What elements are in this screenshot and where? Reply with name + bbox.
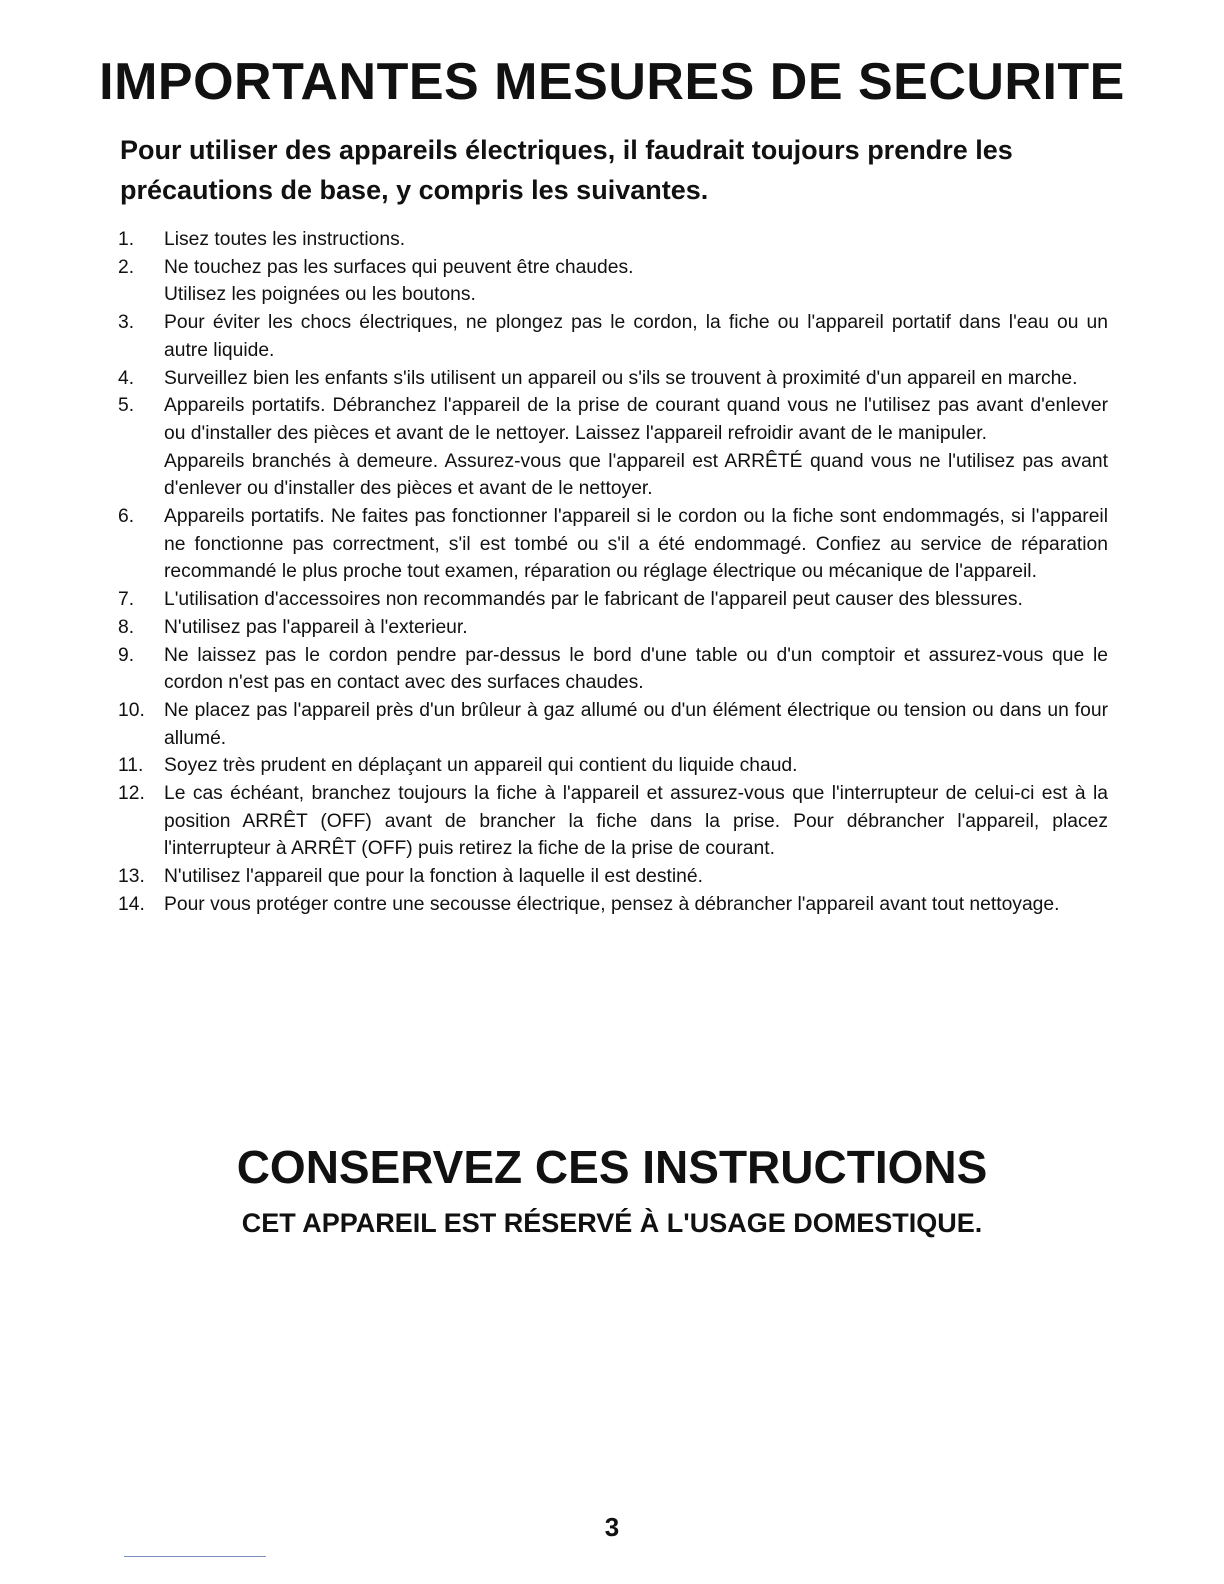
- list-item-paragraph: Lisez toutes les instructions.: [164, 229, 406, 250]
- list-item-text: [164, 697, 1108, 752]
- list-item-number: 7.: [118, 589, 135, 611]
- list-item-number: 1.: [118, 229, 135, 250]
- list-item-number: 10.: [118, 699, 145, 721]
- list-item: [118, 586, 1108, 614]
- list-item-text: [164, 392, 1108, 503]
- list-item-text: [164, 752, 1108, 780]
- list-item-number: 8.: [118, 616, 135, 638]
- list-item-text: [164, 614, 1108, 642]
- list-item-text: [164, 863, 1108, 891]
- list-item-paragraph: Appareils branchés à demeure. Assurez-vous que l'appareil est ARRÊTÉ quand vous ne l'utilisez pas avant d'enlever ou d'installer des pièces et avant de le nettoyer.: [164, 450, 1108, 500]
- list-item-paragraph: Surveillez bien les enfants s'ils utilisent un appareil ou s'ils se trouvent à proximité d'un appareil en marche.: [164, 367, 1078, 389]
- list-item: [118, 392, 1108, 503]
- list-item-text: [164, 891, 1108, 919]
- list-item: [118, 642, 1108, 697]
- list-item-text: [164, 586, 1108, 614]
- list-item-number: 3.: [118, 312, 135, 334]
- page-title: IMPORTANTES MESURES DE SECURITE: [99, 53, 1125, 111]
- list-item-paragraph: Ne touchez pas les surfaces qui peuvent être chaudes.: [164, 256, 634, 278]
- list-item-number: 13.: [118, 866, 145, 888]
- list-item: [118, 614, 1108, 642]
- household-use-notice: CET APPAREIL EST RÉSERVÉ À L'USAGE DOMESTIQUE.: [241, 1208, 983, 1238]
- list-item-text: [164, 226, 1108, 254]
- save-instructions-title: CONSERVEZ CES INSTRUCTIONS: [236, 1141, 988, 1193]
- list-item: [118, 309, 1108, 364]
- list-item-paragraph: Appareils portatifs. Ne faites pas fonctionner l'appareil si le cordon ou la fiche sont endommagés, si l'appareil ne fonctionne pas correctment, s'il est tombé ou s'il a été endommagé. Confiez au service de réparation recommandé le plus proche tout examen, réparation ou réglage électrique ou mécanique de l'appareil.: [164, 506, 1108, 583]
- list-item-paragraph: N'utilisez pas l'appareil à l'exterieur.: [164, 616, 468, 638]
- list-item: [118, 365, 1108, 393]
- list-item-paragraph: Soyez très prudent en déplaçant un appareil qui contient du liquide chaud.: [164, 755, 798, 777]
- list-item-number: 4.: [118, 367, 135, 389]
- list-item-number: 11.: [118, 755, 144, 777]
- page-number: 3: [604, 1512, 620, 1542]
- list-item-paragraph: Ne laissez pas le cordon pendre par-dessus le bord d'une table ou d'un comptoir et assurez-vous que le cordon n'est pas en contact avec des surfaces chaudes.: [164, 644, 1108, 694]
- list-item: [118, 697, 1108, 752]
- list-item: [118, 226, 1108, 254]
- list-item: [118, 752, 1108, 780]
- list-item: [118, 254, 1108, 309]
- list-item: [118, 863, 1108, 891]
- list-item-paragraph: Appareils portatifs. Débranchez l'appareil de la prise de courant quand vous ne l'utilisez pas avant d'enlever ou d'installer des pièces et avant de le nettoyer. Laissez l'appareil refroidir avant de le manipuler.: [164, 395, 1108, 444]
- list-item-paragraph: Utilisez les poignées ou les boutons.: [164, 284, 476, 306]
- list-item: [118, 503, 1108, 586]
- safety-instructions-list: [118, 226, 1108, 919]
- list-item-number: 6.: [118, 506, 135, 528]
- list-item-number: 2.: [118, 256, 135, 278]
- list-item-text: [164, 254, 1108, 309]
- list-item-number: 5.: [118, 395, 135, 417]
- intro-subtitle: Pour utiliser des appareils électriques, il faudrait toujours prendre les précautions de base, y compris les suivantes.: [120, 135, 1013, 205]
- list-item-number: 12.: [118, 783, 145, 805]
- list-item-text: [164, 780, 1108, 863]
- list-item-paragraph: L'utilisation d'accessoires non recommandés par le fabricant de l'appareil peut causer des blessures.: [164, 589, 1023, 611]
- list-item-paragraph: Pour vous protéger contre une secousse électrique, pensez à débrancher l'appareil avant tout nettoyage.: [164, 893, 1060, 915]
- list-item-number: 14.: [118, 893, 145, 915]
- list-item-text: [164, 642, 1108, 697]
- list-item-text: [164, 365, 1108, 393]
- list-item-paragraph: Pour éviter les chocs électriques, ne plongez pas le cordon, la fiche ou l'appareil portatif dans l'eau ou un autre liquide.: [164, 312, 1108, 361]
- list-item-paragraph: Le cas échéant, branchez toujours la fiche à l'appareil et assurez-vous que l'interrupteur de celui-ci est à la position ARRÊT (OFF) avant de brancher la fiche dans la prise. Pour débrancher l'appareil, placez l'interrupteur à ARRÊT (OFF) puis retirez la fiche de la prise de courant.: [164, 783, 1108, 860]
- list-item: [118, 780, 1108, 863]
- list-item-text: [164, 309, 1108, 364]
- list-item: [118, 891, 1108, 919]
- list-item-number: 9.: [118, 644, 135, 666]
- list-item-text: [164, 503, 1108, 586]
- footer-rule: [124, 1556, 266, 1557]
- list-item-paragraph: Ne placez pas l'appareil près d'un brûleur à gaz allumé ou d'un élément électrique ou tension ou dans un four allumé.: [164, 699, 1108, 749]
- list-item-paragraph: N'utilisez l'appareil que pour la fonction à laquelle il est destiné.: [164, 866, 703, 888]
